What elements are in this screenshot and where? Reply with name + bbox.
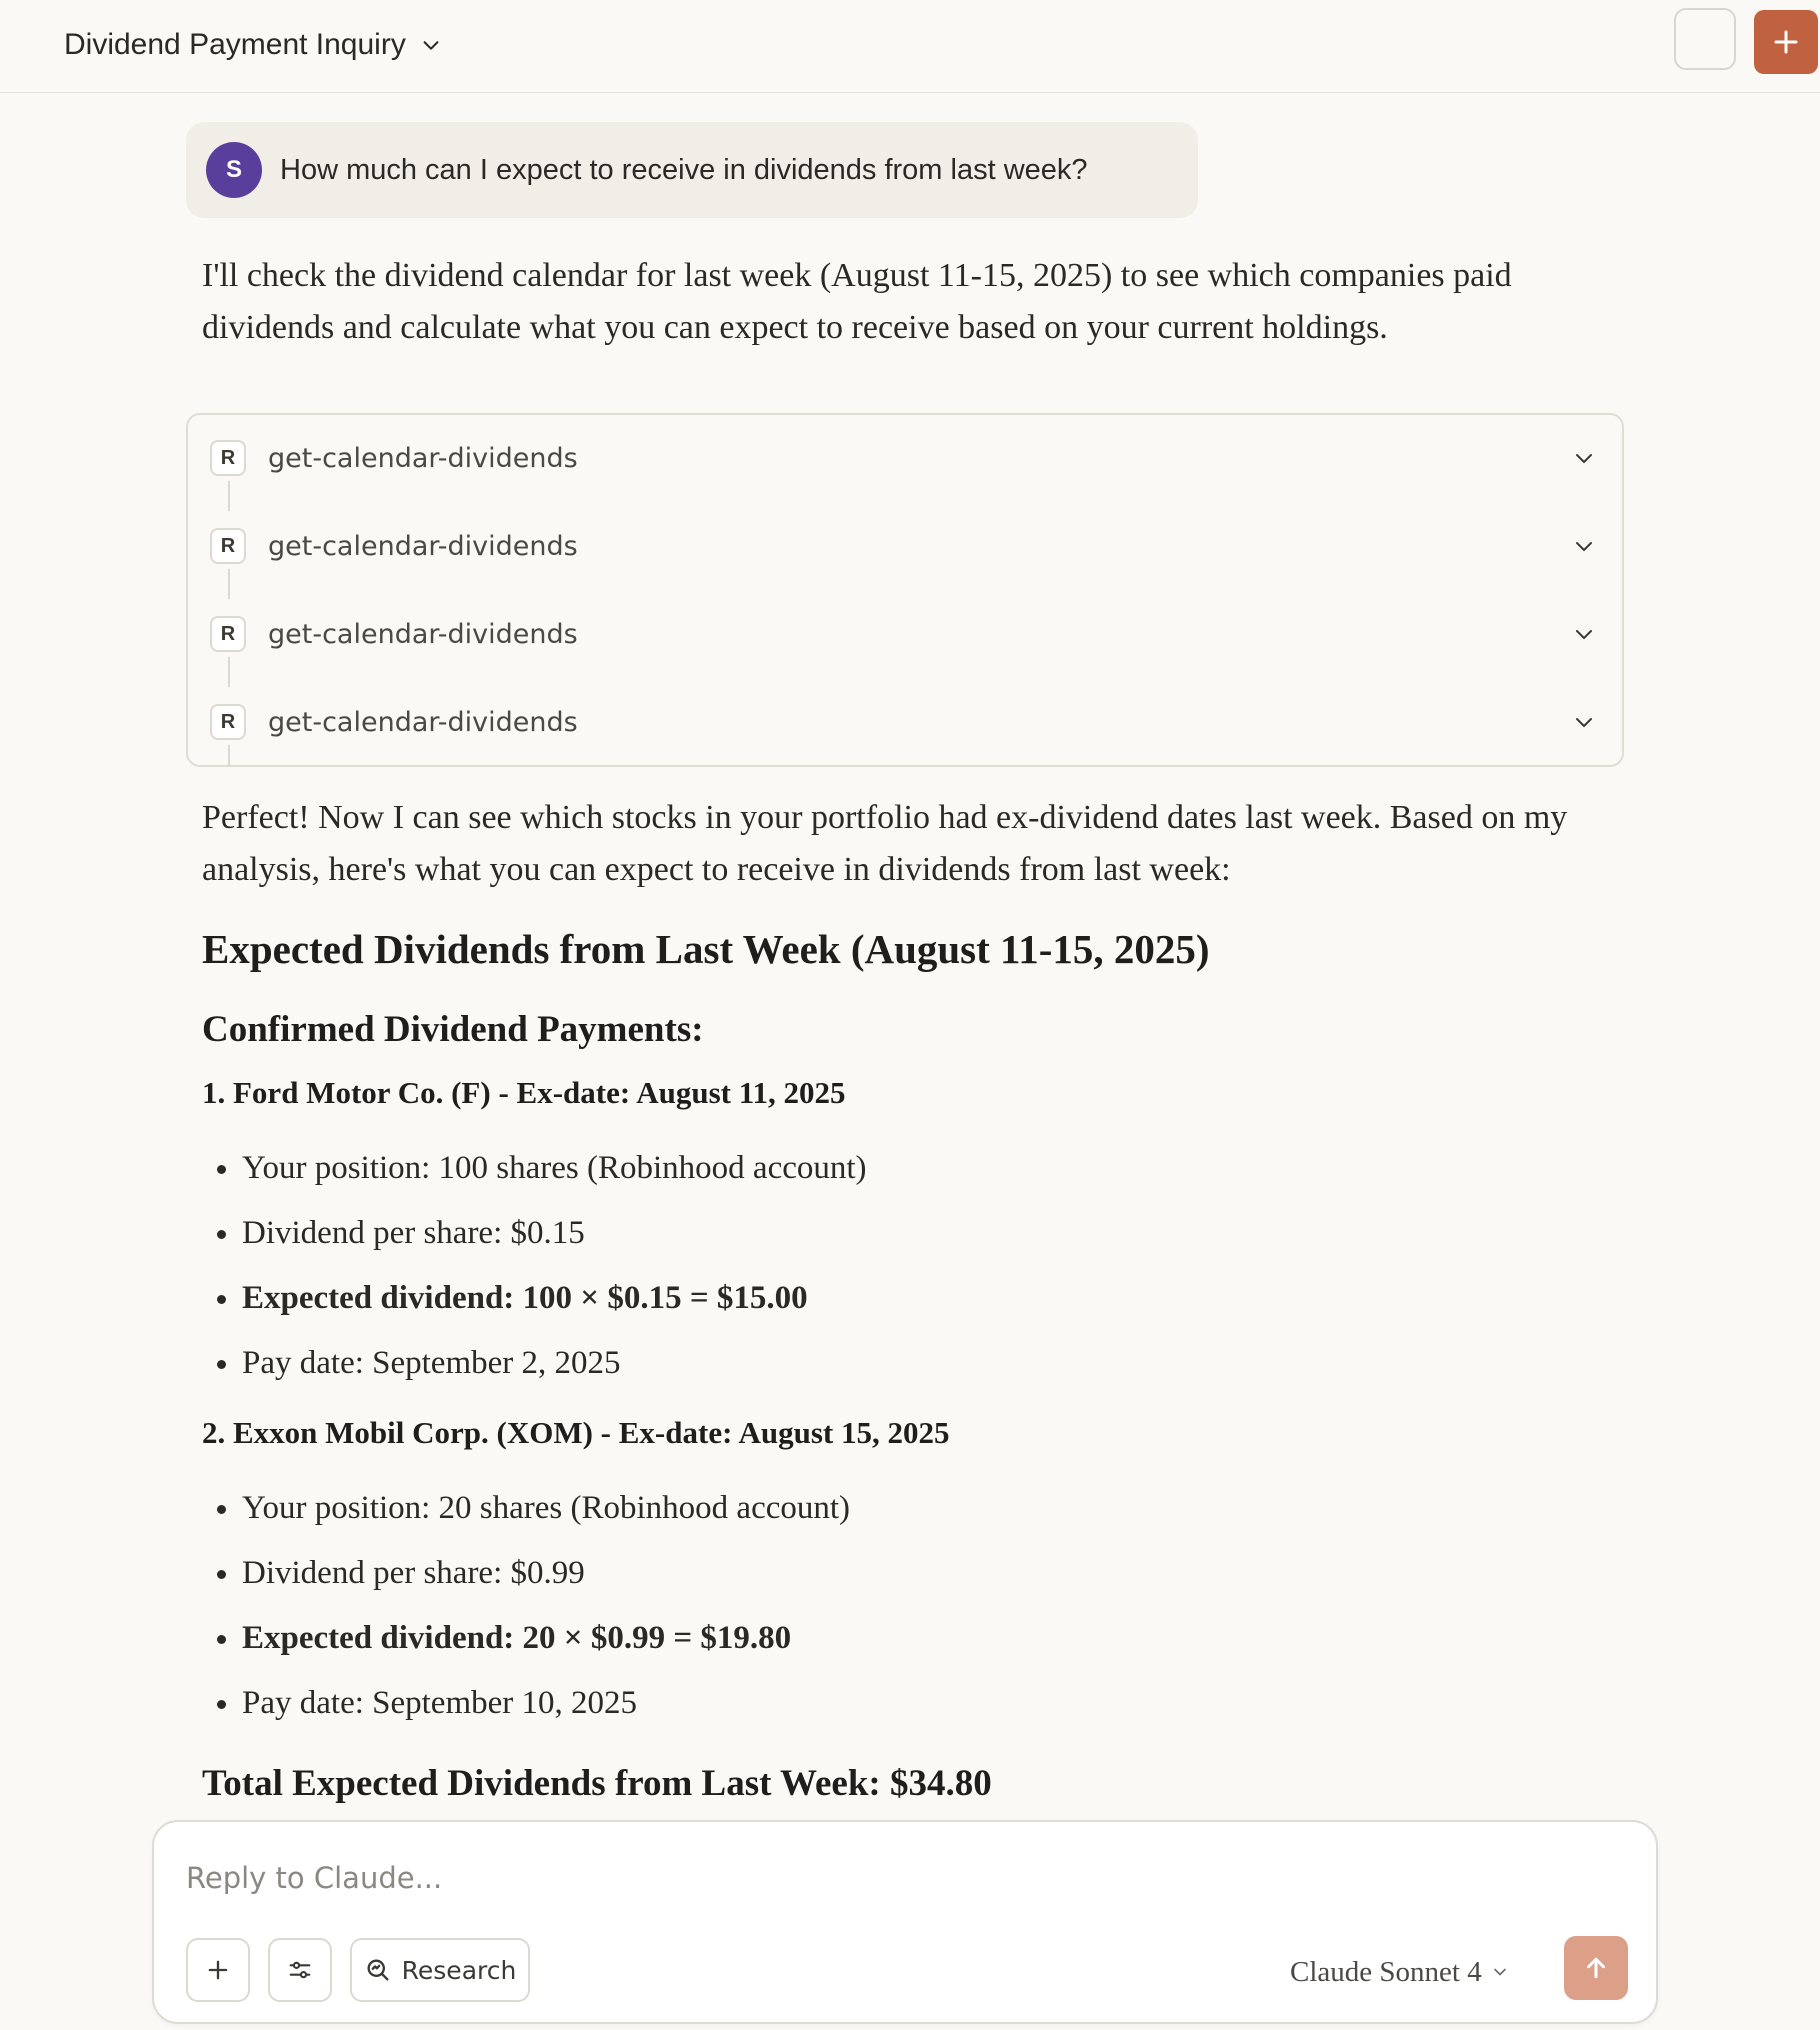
tool-badge: R [210, 440, 246, 476]
total-dividends: Total Expected Dividends from Last Week: $34.80 [202, 1763, 992, 1804]
response-heading: Expected Dividends from Last Week (August 11-15, 2025) [202, 926, 1210, 972]
composer [152, 1820, 1658, 2024]
dividend-item-title: 2. Exxon Mobil Corp. (XOM) - Ex-date: August 15, 2025 [202, 1415, 950, 1450]
tool-call-name: get-calendar-dividends [268, 530, 578, 562]
response-subheading: Confirmed Dividend Payments: [202, 1009, 704, 1050]
tool-connector [228, 745, 230, 767]
tool-connector [228, 569, 230, 599]
list-item: • Pay date: September 2, 2025 [242, 1341, 867, 1406]
plus-icon [1771, 27, 1801, 57]
research-label: Research [401, 1955, 517, 1985]
send-button[interactable] [1564, 1936, 1628, 2000]
response-followup: Perfect! Now I can see which stocks in your portfolio had ex-dividend dates last week. Based on my analysis, here's what you can expect to receive in dividends from last week: [202, 799, 1568, 888]
list-item: • Your position: 100 shares (Robinhood account) [242, 1146, 867, 1211]
dividend-item-details [202, 1486, 850, 1746]
conversation-title: Dividend Payment Inquiry [64, 28, 406, 61]
sliders-icon [286, 1956, 314, 1984]
share-button[interactable] [1674, 8, 1736, 70]
tool-connector [228, 481, 230, 511]
list-item: • Dividend per share: $0.15 [242, 1211, 867, 1276]
list-item: • Expected dividend: 20 × $0.99 = $19.80 [242, 1616, 850, 1681]
top-bar [0, 0, 1820, 93]
tool-badge: R [210, 528, 246, 564]
avatar: S [206, 142, 262, 198]
list-item: • Dividend per share: $0.99 [242, 1551, 850, 1616]
dividend-item-title: 1. Ford Motor Co. (F) - Ex-date: August 11, 2025 [202, 1075, 846, 1110]
add-attachment-button[interactable] [186, 1938, 250, 2002]
chevron-down-icon[interactable] [1572, 446, 1596, 470]
response-intro: I'll check the dividend calendar for last week (August 11-15, 2025) to see which companies paid dividends and calculate what you can expect to receive based on your current holdings. [202, 257, 1512, 346]
tool-badge: R [210, 704, 246, 740]
tool-call-row[interactable] [210, 433, 1602, 483]
reply-input[interactable] [184, 1852, 1288, 1904]
list-item: • Pay date: September 10, 2025 [242, 1681, 850, 1746]
list-item: • Your position: 20 shares (Robinhood account) [242, 1486, 850, 1551]
chevron-down-icon[interactable] [1572, 710, 1596, 734]
tool-badge: R [210, 616, 246, 652]
tool-call-row[interactable] [210, 521, 1602, 571]
chevron-down-icon [1490, 1962, 1510, 1982]
arrow-up-icon [1581, 1953, 1611, 1983]
tool-call-row[interactable] [210, 697, 1602, 747]
list-item: • Expected dividend: 100 × $0.15 = $15.00 [242, 1276, 867, 1341]
chevron-down-icon[interactable] [1572, 534, 1596, 558]
conversation-title-menu[interactable] [64, 24, 442, 66]
tool-connector [228, 657, 230, 687]
tool-call-name: get-calendar-dividends [268, 442, 578, 474]
tool-call-row[interactable] [210, 609, 1602, 659]
chevron-down-icon[interactable] [1572, 622, 1596, 646]
tool-call-name: get-calendar-dividends [268, 618, 578, 650]
tools-button[interactable] [268, 1938, 332, 2002]
research-icon [364, 1956, 392, 1984]
plus-icon [204, 1956, 232, 1984]
tool-call-name: get-calendar-dividends [268, 706, 578, 738]
chevron-down-icon [420, 34, 442, 56]
tool-calls-panel [186, 413, 1624, 767]
research-button[interactable] [350, 1938, 530, 2002]
model-name: Claude Sonnet 4 [1290, 1955, 1482, 1988]
dividend-item-details [202, 1146, 867, 1406]
model-selector[interactable] [1290, 1952, 1510, 1992]
new-chat-button[interactable] [1754, 10, 1818, 74]
user-message [186, 122, 1198, 218]
user-message-text: How much can I expect to receive in dividends from last week? [280, 153, 1088, 186]
